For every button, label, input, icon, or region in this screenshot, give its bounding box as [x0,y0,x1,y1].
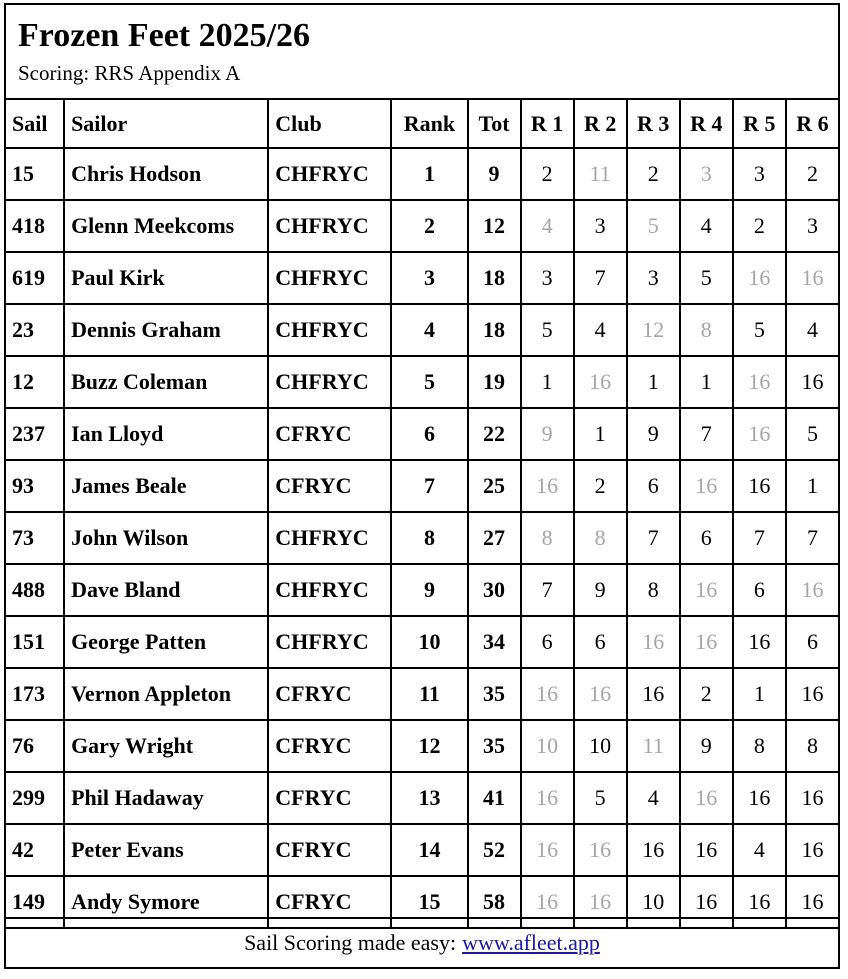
club-cell: CHFRYC [268,564,391,616]
race-5-score-cell: 2 [733,200,786,252]
club-cell: CHFRYC [268,616,391,668]
table-row [6,668,838,720]
race-6-score-cell: 8 [786,720,838,772]
race-5-score-cell: 1 [733,668,786,720]
rank-cell: 11 [391,668,467,720]
race-5-score-cell: 3 [733,148,786,200]
col-header-r1: R 1 [521,100,574,148]
sailor-name-cell: Vernon Appleton [64,668,268,720]
table-row [6,200,838,252]
sailor-name-cell: Dennis Graham [64,304,268,356]
race-1-score-cell: 6 [521,616,574,668]
sailor-name-cell: Paul Kirk [64,252,268,304]
race-6-score-cell: 16 [786,356,838,408]
table-row [6,304,838,356]
race-3-score-cell: 8 [627,564,680,616]
sail-number-cell: 619 [6,252,64,304]
race-1-score-cell: 2 [521,148,574,200]
race-1-score-cell: 4 [521,200,574,252]
race-6-score-cell: 16 [786,772,838,824]
rank-cell: 5 [391,356,467,408]
race-3-score-cell: 1 [627,356,680,408]
race-2-score-cell: 16 [574,668,627,720]
race-5-score-cell: 16 [733,460,786,512]
race-2-score-cell: 3 [574,200,627,252]
race-3-score-cell: 9 [627,408,680,460]
sail-number-cell: 299 [6,772,64,824]
race-3-score-cell: 5 [627,200,680,252]
race-3-score-cell: 2 [627,148,680,200]
sheet-header [6,5,838,100]
club-cell: CHFRYC [268,356,391,408]
race-4-score-cell: 16 [680,460,733,512]
col-header-r5: R 5 [733,100,786,148]
total-cell: 12 [468,200,521,252]
sail-number-cell: 151 [6,616,64,668]
race-6-score-cell: 16 [786,252,838,304]
total-cell: 18 [468,252,521,304]
race-4-score-cell: 16 [680,616,733,668]
total-cell: 35 [468,668,521,720]
race-3-score-cell: 3 [627,252,680,304]
rank-cell: 4 [391,304,467,356]
race-5-score-cell: 16 [733,356,786,408]
page-title: Frozen Feet 2025/26 [18,17,311,54]
club-cell: CHFRYC [268,512,391,564]
results-table [6,100,838,929]
race-6-score-cell: 4 [786,304,838,356]
rank-cell: 1 [391,148,467,200]
total-cell: 25 [468,460,521,512]
club-cell: CFRYC [268,460,391,512]
race-3-score-cell: 12 [627,304,680,356]
race-2-score-cell: 6 [574,616,627,668]
col-header-sailor: Sailor [64,100,268,148]
race-4-score-cell: 8 [680,304,733,356]
club-cell: CFRYC [268,772,391,824]
col-header-tot: Tot [468,100,521,148]
sail-number-cell: 488 [6,564,64,616]
rank-cell: 12 [391,720,467,772]
total-cell: 30 [468,564,521,616]
footer [6,917,838,967]
table-row [6,824,838,876]
race-1-score-cell: 8 [521,512,574,564]
race-3-score-cell: 11 [627,720,680,772]
race-5-score-cell: 6 [733,564,786,616]
race-1-score-cell: 16 [521,668,574,720]
club-cell: CFRYC [268,408,391,460]
race-1-score-cell: 10 [521,720,574,772]
sailor-name-cell: James Beale [64,460,268,512]
table-row [6,460,838,512]
col-header-r3: R 3 [627,100,680,148]
club-cell: CHFRYC [268,304,391,356]
afleet-link[interactable]: www.afleet.app [462,930,600,955]
table-row [6,252,838,304]
race-5-score-cell: 5 [733,304,786,356]
col-header-r6: R 6 [786,100,838,148]
rank-cell: 14 [391,824,467,876]
total-cell: 18 [468,304,521,356]
table-row [6,772,838,824]
sailor-name-cell: Peter Evans [64,824,268,876]
race-3-score-cell: 16 [627,616,680,668]
rank-cell: 8 [391,512,467,564]
table-row [6,616,838,668]
race-1-score-cell: 16 [521,876,574,928]
race-4-score-cell: 2 [680,668,733,720]
race-2-score-cell: 16 [574,876,627,928]
sailor-name-cell: John Wilson [64,512,268,564]
col-header-sail: Sail [6,100,64,148]
race-1-score-cell: 1 [521,356,574,408]
race-4-score-cell: 6 [680,512,733,564]
rank-cell: 7 [391,460,467,512]
race-4-score-cell: 7 [680,408,733,460]
sailor-name-cell: Buzz Coleman [64,356,268,408]
race-1-score-cell: 9 [521,408,574,460]
race-6-score-cell: 16 [786,668,838,720]
race-6-score-cell: 16 [786,564,838,616]
race-3-score-cell: 16 [627,668,680,720]
race-5-score-cell: 4 [733,824,786,876]
table-row [6,512,838,564]
total-cell: 19 [468,356,521,408]
col-header-r4: R 4 [680,100,733,148]
race-4-score-cell: 5 [680,252,733,304]
race-6-score-cell: 16 [786,824,838,876]
sailor-name-cell: Ian Lloyd [64,408,268,460]
total-cell: 35 [468,720,521,772]
race-1-score-cell: 16 [521,460,574,512]
total-cell: 58 [468,876,521,928]
race-2-score-cell: 10 [574,720,627,772]
col-header-rank: Rank [391,100,467,148]
sailor-name-cell: George Patten [64,616,268,668]
club-cell: CFRYC [268,824,391,876]
rank-cell: 2 [391,200,467,252]
race-2-score-cell: 9 [574,564,627,616]
sail-number-cell: 42 [6,824,64,876]
race-1-score-cell: 5 [521,304,574,356]
race-3-score-cell: 7 [627,512,680,564]
race-3-score-cell: 4 [627,772,680,824]
race-5-score-cell: 8 [733,720,786,772]
scoring-subtitle: Scoring: RRS Appendix A [18,61,241,85]
race-4-score-cell: 16 [680,824,733,876]
race-5-score-cell: 16 [733,616,786,668]
sailor-name-cell: Phil Hadaway [64,772,268,824]
race-4-score-cell: 1 [680,356,733,408]
results-body [6,148,838,928]
club-cell: CHFRYC [268,252,391,304]
club-cell: CFRYC [268,720,391,772]
table-row [6,356,838,408]
race-1-score-cell: 3 [521,252,574,304]
total-cell: 34 [468,616,521,668]
sail-number-cell: 76 [6,720,64,772]
rank-cell: 15 [391,876,467,928]
race-6-score-cell: 6 [786,616,838,668]
sail-number-cell: 73 [6,512,64,564]
sail-number-cell: 23 [6,304,64,356]
race-4-score-cell: 9 [680,720,733,772]
sailor-name-cell: Chris Hodson [64,148,268,200]
sail-number-cell: 418 [6,200,64,252]
table-row [6,148,838,200]
race-2-score-cell: 16 [574,356,627,408]
results-sheet [4,3,840,969]
rank-cell: 10 [391,616,467,668]
race-6-score-cell: 1 [786,460,838,512]
total-cell: 52 [468,824,521,876]
rank-cell: 6 [391,408,467,460]
sail-number-cell: 93 [6,460,64,512]
club-cell: CFRYC [268,876,391,928]
sail-number-cell: 15 [6,148,64,200]
sail-number-cell: 149 [6,876,64,928]
total-cell: 9 [468,148,521,200]
header-row [6,100,838,148]
race-3-score-cell: 10 [627,876,680,928]
race-4-score-cell: 4 [680,200,733,252]
race-1-score-cell: 16 [521,824,574,876]
sail-number-cell: 12 [6,356,64,408]
club-cell: CHFRYC [268,148,391,200]
race-5-score-cell: 16 [733,252,786,304]
race-2-score-cell: 7 [574,252,627,304]
race-2-score-cell: 1 [574,408,627,460]
table-row [6,720,838,772]
footer-text: Sail Scoring made easy: [244,930,457,955]
race-5-score-cell: 16 [733,876,786,928]
race-5-score-cell: 16 [733,408,786,460]
race-6-score-cell: 3 [786,200,838,252]
sailor-name-cell: Gary Wright [64,720,268,772]
race-3-score-cell: 6 [627,460,680,512]
race-2-score-cell: 5 [574,772,627,824]
sail-number-cell: 173 [6,668,64,720]
race-6-score-cell: 16 [786,876,838,928]
race-4-score-cell: 16 [680,876,733,928]
race-4-score-cell: 3 [680,148,733,200]
race-2-score-cell: 8 [574,512,627,564]
race-2-score-cell: 16 [574,824,627,876]
rank-cell: 3 [391,252,467,304]
race-2-score-cell: 2 [574,460,627,512]
col-header-club: Club [268,100,391,148]
race-6-score-cell: 2 [786,148,838,200]
table-row [6,408,838,460]
total-cell: 22 [468,408,521,460]
race-5-score-cell: 7 [733,512,786,564]
rank-cell: 9 [391,564,467,616]
total-cell: 41 [468,772,521,824]
col-header-r2: R 2 [574,100,627,148]
race-6-score-cell: 5 [786,408,838,460]
race-3-score-cell: 16 [627,824,680,876]
rank-cell: 13 [391,772,467,824]
table-row [6,564,838,616]
race-1-score-cell: 7 [521,564,574,616]
club-cell: CFRYC [268,668,391,720]
race-2-score-cell: 4 [574,304,627,356]
sailor-name-cell: Dave Bland [64,564,268,616]
race-4-score-cell: 16 [680,564,733,616]
sail-number-cell: 237 [6,408,64,460]
race-4-score-cell: 16 [680,772,733,824]
race-1-score-cell: 16 [521,772,574,824]
race-5-score-cell: 16 [733,772,786,824]
sailor-name-cell: Andy Symore [64,876,268,928]
sailor-name-cell: Glenn Meekcoms [64,200,268,252]
race-6-score-cell: 7 [786,512,838,564]
race-2-score-cell: 11 [574,148,627,200]
club-cell: CHFRYC [268,200,391,252]
total-cell: 27 [468,512,521,564]
